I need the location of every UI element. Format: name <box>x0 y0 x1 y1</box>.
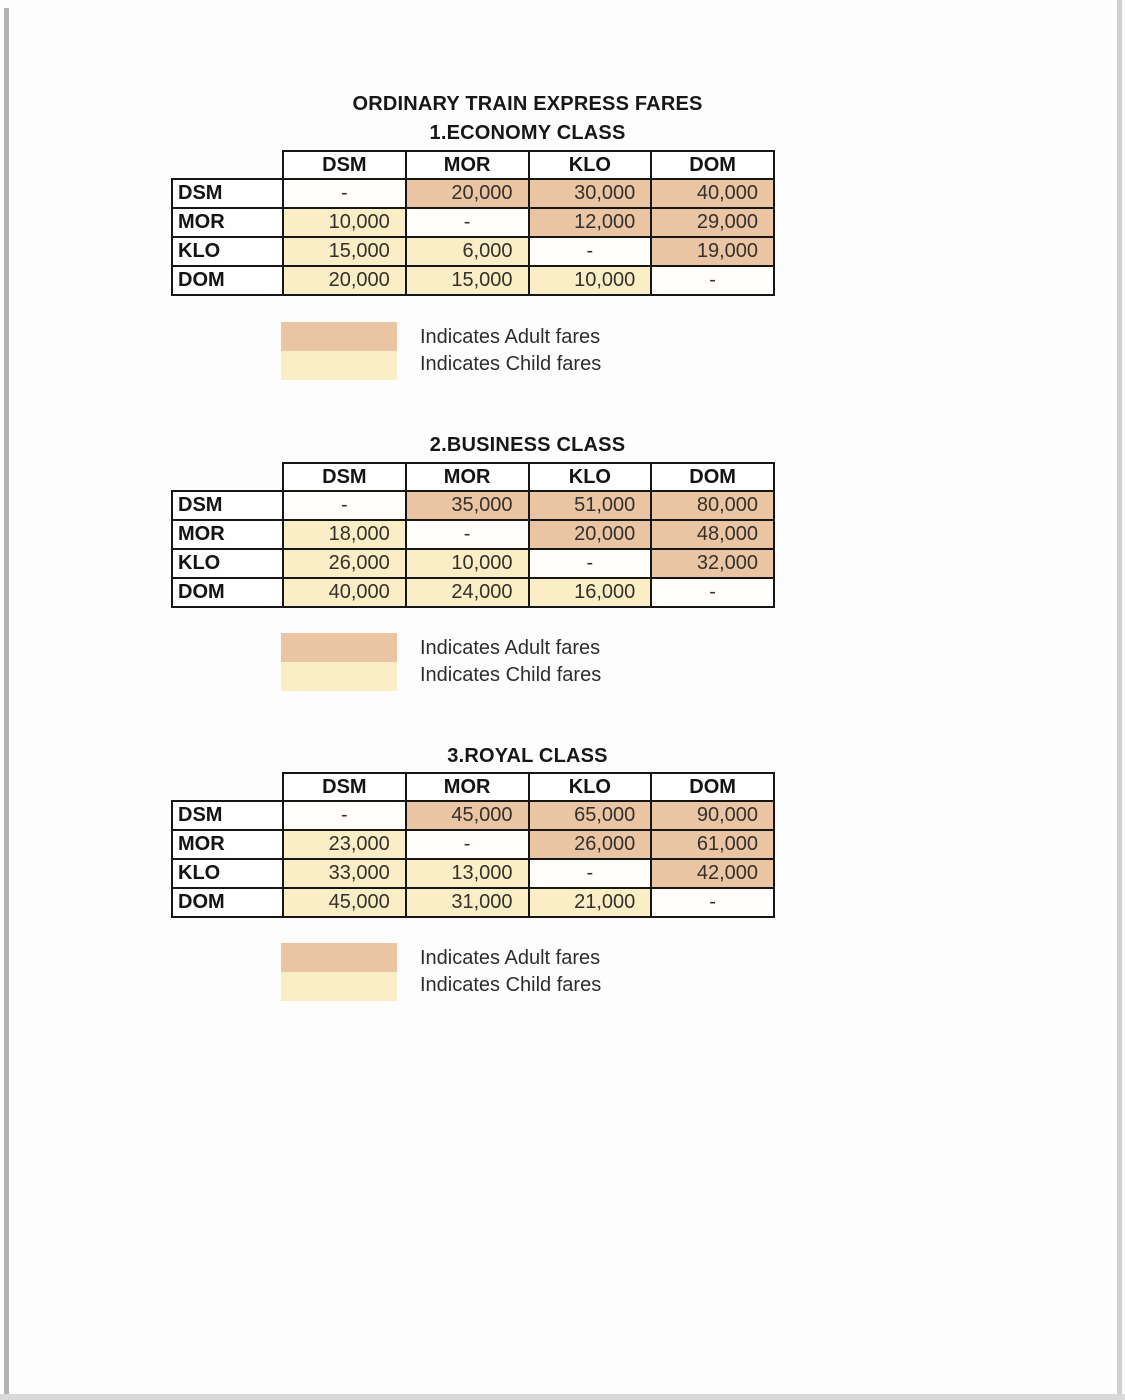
child-color-swatch <box>281 351 397 380</box>
header-row <box>172 773 774 801</box>
fare-cell-adult: 20,000 <box>529 520 652 549</box>
fare-cell-child: 40,000 <box>283 578 406 607</box>
fare-cell-child: 23,000 <box>283 830 406 859</box>
column-header-dsm: DSM <box>283 773 406 801</box>
fare-cell-child: 33,000 <box>283 859 406 888</box>
legend-business <box>281 633 601 691</box>
fare-cell-adult: 48,000 <box>651 520 774 549</box>
table-row <box>172 801 774 830</box>
header-row <box>172 151 774 179</box>
fare-cell-adult: 42,000 <box>651 859 774 888</box>
legend-royal <box>281 943 601 1001</box>
fare-cell-adult: 26,000 <box>529 830 652 859</box>
row-header-klo: KLO <box>172 549 283 578</box>
column-header-klo: KLO <box>529 151 652 179</box>
column-header-dsm: DSM <box>283 151 406 179</box>
legend-labels <box>420 943 601 999</box>
fare-cell-diagonal: - <box>529 549 652 578</box>
document-title: ORDINARY TRAIN EXPRESS FARES <box>352 93 703 115</box>
table-row <box>172 520 774 549</box>
fare-cell-diagonal: - <box>406 830 529 859</box>
fare-cell-adult: 40,000 <box>651 179 774 208</box>
fare-cell-adult: 45,000 <box>406 801 529 830</box>
fare-table-economy <box>171 150 775 296</box>
row-header-klo: KLO <box>172 859 283 888</box>
table-row <box>172 208 774 237</box>
corner-cell <box>172 773 283 801</box>
section-title-economy: 1.ECONOMY CLASS <box>429 122 626 144</box>
table-row <box>172 549 774 578</box>
fare-cell-adult: 61,000 <box>651 830 774 859</box>
corner-cell <box>172 151 283 179</box>
fare-cell-adult: 35,000 <box>406 491 529 520</box>
fare-cell-adult: 30,000 <box>529 179 652 208</box>
row-header-dom: DOM <box>172 578 283 607</box>
fare-cell-child: 20,000 <box>283 266 406 295</box>
row-header-mor: MOR <box>172 520 283 549</box>
legend-swatches <box>281 633 397 691</box>
fare-cell-child: 10,000 <box>283 208 406 237</box>
fare-cell-child: 15,000 <box>283 237 406 266</box>
legend-adult-label: Indicates Adult fares <box>420 637 601 659</box>
column-header-mor: MOR <box>406 463 529 491</box>
table-row <box>172 859 774 888</box>
fare-cell-diagonal: - <box>651 266 774 295</box>
table-row <box>172 578 774 607</box>
child-color-swatch <box>281 662 397 691</box>
fare-cell-diagonal: - <box>406 208 529 237</box>
fare-cell-diagonal: - <box>651 888 774 917</box>
section-title-business: 2.BUSINESS CLASS <box>429 434 626 456</box>
column-header-klo: KLO <box>529 773 652 801</box>
row-header-mor: MOR <box>172 208 283 237</box>
fare-cell-child: 15,000 <box>406 266 529 295</box>
row-header-dsm: DSM <box>172 491 283 520</box>
fare-cell-child: 18,000 <box>283 520 406 549</box>
column-header-klo: KLO <box>529 463 652 491</box>
row-header-klo: KLO <box>172 237 283 266</box>
legend-swatches <box>281 943 397 1001</box>
fare-cell-child: 21,000 <box>529 888 652 917</box>
fare-table-royal <box>171 772 775 918</box>
legend-swatches <box>281 322 397 380</box>
adult-color-swatch <box>281 322 397 351</box>
fare-cell-diagonal: - <box>529 859 652 888</box>
fare-cell-child: 10,000 <box>529 266 652 295</box>
column-header-dom: DOM <box>651 151 774 179</box>
table-row <box>172 179 774 208</box>
page-left-edge <box>4 8 9 1400</box>
fare-cell-adult: 90,000 <box>651 801 774 830</box>
fare-cell-child: 13,000 <box>406 859 529 888</box>
adult-color-swatch <box>281 633 397 662</box>
fare-cell-diagonal: - <box>651 578 774 607</box>
legend-labels <box>420 322 601 378</box>
fare-cell-adult: 65,000 <box>529 801 652 830</box>
table-row <box>172 830 774 859</box>
fare-cell-adult: 29,000 <box>651 208 774 237</box>
table-row <box>172 266 774 295</box>
column-header-mor: MOR <box>406 151 529 179</box>
legend-economy <box>281 322 601 380</box>
page-right-edge <box>1117 0 1122 1400</box>
section-title-royal: 3.ROYAL CLASS <box>447 745 608 767</box>
column-header-mor: MOR <box>406 773 529 801</box>
fare-cell-adult: 20,000 <box>406 179 529 208</box>
legend-child-label: Indicates Child fares <box>420 664 602 686</box>
page-bottom-edge <box>0 1394 1125 1400</box>
table-row <box>172 888 774 917</box>
row-header-mor: MOR <box>172 830 283 859</box>
fare-table-business <box>171 462 775 608</box>
column-header-dsm: DSM <box>283 463 406 491</box>
adult-color-swatch <box>281 943 397 972</box>
fare-cell-adult: 80,000 <box>651 491 774 520</box>
legend-child-label: Indicates Child fares <box>420 974 602 996</box>
fare-cell-child: 16,000 <box>529 578 652 607</box>
row-header-dom: DOM <box>172 266 283 295</box>
fare-cell-adult: 19,000 <box>651 237 774 266</box>
column-header-dom: DOM <box>651 463 774 491</box>
table-row <box>172 237 774 266</box>
corner-cell <box>172 463 283 491</box>
fare-cell-child: 45,000 <box>283 888 406 917</box>
row-header-dom: DOM <box>172 888 283 917</box>
fare-cell-adult: 51,000 <box>529 491 652 520</box>
fare-cell-diagonal: - <box>283 491 406 520</box>
fare-cell-child: 26,000 <box>283 549 406 578</box>
row-header-dsm: DSM <box>172 801 283 830</box>
fare-cell-diagonal: - <box>283 179 406 208</box>
row-header-dsm: DSM <box>172 179 283 208</box>
fare-cell-diagonal: - <box>283 801 406 830</box>
table-row <box>172 491 774 520</box>
legend-labels <box>420 633 601 689</box>
legend-child-label: Indicates Child fares <box>420 353 602 375</box>
legend-adult-label: Indicates Adult fares <box>420 947 601 969</box>
fare-cell-child: 10,000 <box>406 549 529 578</box>
fare-cell-adult: 12,000 <box>529 208 652 237</box>
legend-adult-label: Indicates Adult fares <box>420 326 601 348</box>
fare-cell-child: 24,000 <box>406 578 529 607</box>
fare-cell-child: 31,000 <box>406 888 529 917</box>
header-row <box>172 463 774 491</box>
child-color-swatch <box>281 972 397 1001</box>
fare-cell-child: 6,000 <box>406 237 529 266</box>
fare-cell-diagonal: - <box>406 520 529 549</box>
fare-cell-diagonal: - <box>529 237 652 266</box>
fare-cell-adult: 32,000 <box>651 549 774 578</box>
column-header-dom: DOM <box>651 773 774 801</box>
